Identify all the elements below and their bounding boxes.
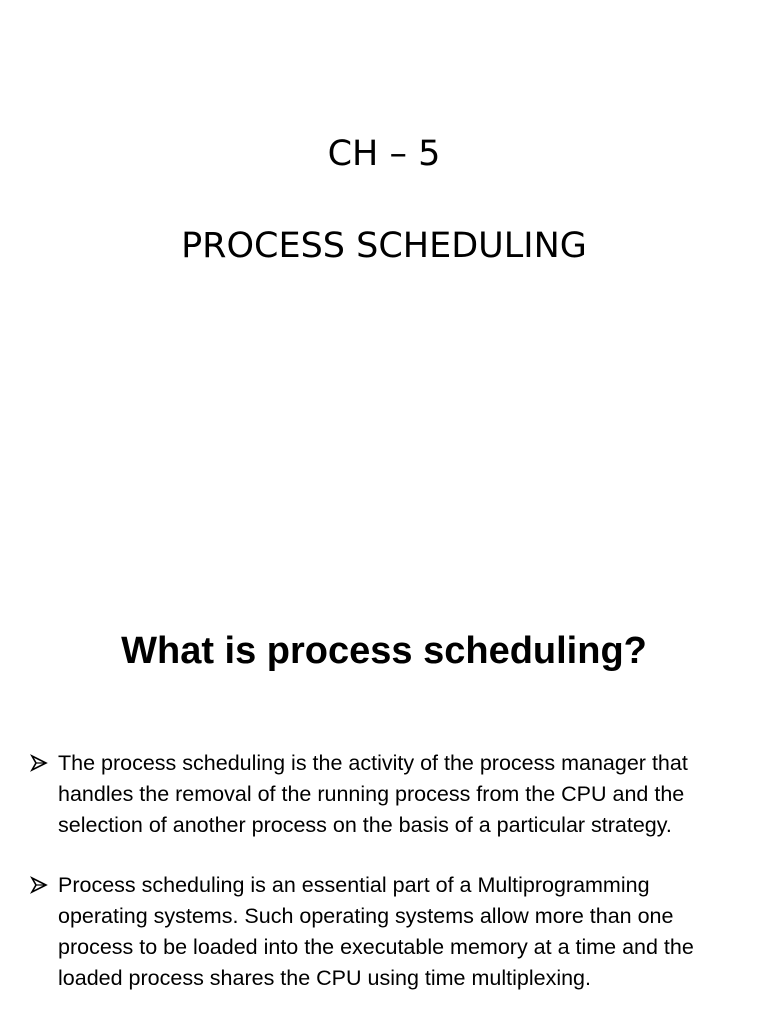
bullet-text: The process scheduling is the activity of the process manager that handles the removal of the running process from the CPU and the selection of another process on the basis of a particular strategy. — [58, 751, 688, 837]
chapter-title: CH – 5 — [327, 134, 441, 174]
arrow-bullet-icon — [30, 876, 48, 894]
bullet-item — [30, 870, 730, 994]
arrow-bullet-icon — [30, 754, 48, 772]
topic-title: PROCESS SCHEDULING — [181, 226, 587, 266]
bullet-text: Process scheduling is an essential part of a Multiprogramming operating systems. Such operating systems allow more than one process to be loaded into the executable memory at a time and the loaded process shares the CPU using time multiplexing. — [58, 873, 694, 990]
bullet-list — [30, 748, 730, 1023]
slide-heading: What is process scheduling? — [121, 630, 647, 672]
bullet-item — [30, 748, 730, 841]
content-slide — [0, 576, 768, 1024]
